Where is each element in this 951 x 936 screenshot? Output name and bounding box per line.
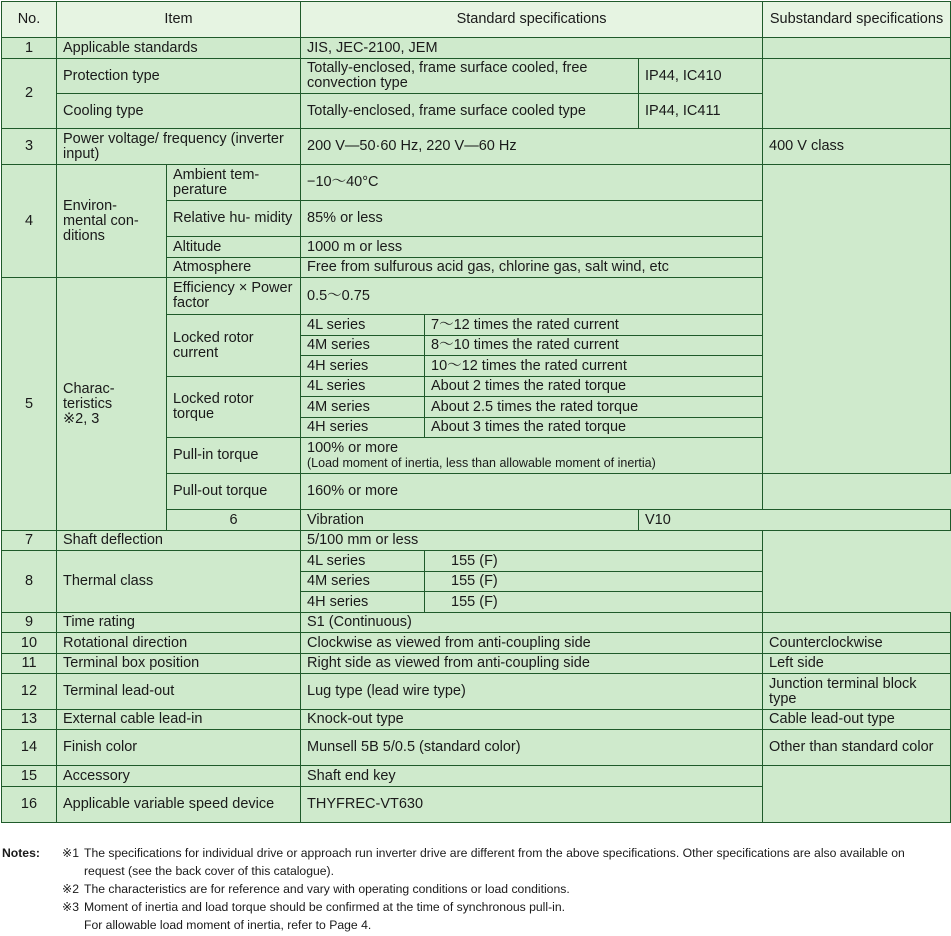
row-number: 1 (2, 38, 57, 59)
item-name: Terminal lead-out (57, 674, 301, 710)
standard-value (301, 438, 763, 474)
note-item (2, 844, 948, 880)
note-text: For allowable load moment of inertia, refer to Page 4. (84, 918, 372, 932)
table-row (2, 551, 951, 572)
standard-value: −10～40°C (301, 165, 763, 201)
standard-value: 200 V—50·60 Hz, 220 V—60 Hz (301, 129, 763, 165)
table-row (2, 710, 951, 730)
table-row (2, 674, 951, 710)
row-number: 11 (2, 654, 57, 674)
sub-item-name: Locked rotor current (167, 315, 301, 377)
substandard-value: Left side (763, 654, 951, 674)
item-name: Applicable standards (57, 38, 301, 59)
standard-value: Shaft end key (301, 766, 763, 787)
standard-value: Free from sulfurous acid gas, chlorine gas, salt wind, etc (301, 258, 763, 278)
table-row (2, 730, 951, 766)
sub-item-name: Ambient tem- perature (167, 165, 301, 201)
item-name: Power voltage/ frequency (inverter input) (57, 129, 301, 165)
row-number: 2 (2, 59, 57, 129)
standard-value: 0.5～0.75 (301, 278, 763, 315)
substandard-value: Other than standard color (763, 730, 951, 766)
item-name: Cooling type (57, 94, 301, 129)
substandard-value: Junction terminal block type (763, 674, 951, 710)
standard-value: THYFREC-VT630 (301, 787, 763, 823)
standard-value: Knock-out type (301, 710, 763, 730)
row-number: 13 (2, 710, 57, 730)
sub-item-name: Altitude (167, 237, 301, 258)
standard-value: 1000 m or less (301, 237, 763, 258)
sub-item-name: Locked rotor torque (167, 377, 301, 438)
pull-in-value: 100% or more (307, 439, 399, 456)
sub-item-name: Pull-out torque (167, 474, 301, 510)
note-item (2, 880, 948, 898)
series-name: 4M series (301, 397, 425, 418)
header-no: No. (2, 2, 57, 38)
series-name: 4L series (301, 377, 425, 397)
note-item (2, 898, 948, 916)
standard-value: Munsell 5B 5/0.5 (standard color) (301, 730, 763, 766)
item-name: Applicable variable speed device (57, 787, 301, 823)
header-row (2, 2, 951, 38)
substandard-value: 400 V class (763, 129, 951, 165)
substandard-value: Counterclockwise (763, 633, 951, 654)
standard-value: Clockwise as viewed from anti-coupling side (301, 633, 763, 654)
item-name: Shaft deflection (57, 531, 301, 551)
note-text: Moment of inertia and load torque should be confirmed at the time of synchronous pull-in. (84, 900, 566, 914)
row-number: 4 (2, 165, 57, 278)
table-row (2, 654, 951, 674)
item-name: Protection type (57, 59, 301, 94)
series-value: 155 (F) (425, 551, 763, 572)
row-number: 10 (2, 633, 57, 654)
row-number: 3 (2, 129, 57, 165)
item-name: Thermal class (57, 551, 301, 613)
standard-value: 160% or more (301, 474, 763, 510)
series-value: 7～12 times the rated current (425, 315, 763, 336)
table-row (2, 165, 951, 201)
series-value: 155 (F) (425, 572, 763, 592)
header-standard: Standard specifications (301, 2, 763, 38)
series-name: 4H series (301, 356, 425, 377)
row-number: 14 (2, 730, 57, 766)
series-name: 4H series (301, 592, 425, 613)
standard-value: S1 (Continuous) (301, 613, 763, 633)
note-mark: ※1 (62, 846, 79, 860)
series-value: 10～12 times the rated current (425, 356, 763, 377)
table-row (2, 59, 951, 94)
substandard-value: Cable lead-out type (763, 710, 951, 730)
note-item (2, 916, 948, 934)
row-number: 9 (2, 613, 57, 633)
row-number: 8 (2, 551, 57, 613)
item-name: Time rating (57, 613, 301, 633)
item-name: Accessory (57, 766, 301, 787)
note-mark: ※2 (62, 882, 79, 896)
sub-item-name: Relative hu- midity (167, 201, 301, 237)
substandard-value (763, 613, 951, 633)
series-value: 155 (F) (425, 592, 763, 613)
row-number: 6 (167, 510, 301, 531)
table-row (2, 633, 951, 654)
substandard-value (763, 165, 951, 474)
protection-code: IP44, IC410 (639, 59, 763, 94)
item-name: External cable lead-in (57, 710, 301, 730)
table-row (2, 613, 951, 633)
standard-value: 85% or less (301, 201, 763, 237)
series-value: 8～10 times the rated current (425, 336, 763, 356)
table-row (2, 766, 951, 787)
sub-item-name: Efficiency × Power factor (167, 278, 301, 315)
substandard-value (763, 766, 951, 823)
series-value: About 2.5 times the rated torque (425, 397, 763, 418)
table-row (2, 531, 951, 551)
pull-in-note: (Load moment of inertia, less than allowable moment of inertia) (307, 455, 656, 470)
series-name: 4M series (301, 572, 425, 592)
row-number: 5 (2, 278, 57, 531)
item-name: Rotational direction (57, 633, 301, 654)
substandard-value (763, 59, 951, 129)
item-name: Vibration (301, 510, 639, 531)
header-substandard: Substandard specifications (763, 2, 951, 38)
item-name (57, 278, 167, 531)
sub-item-name: Pull-in torque (167, 438, 301, 474)
notes-section (2, 844, 948, 934)
notes-label: Notes: (2, 846, 40, 860)
series-name: 4L series (301, 315, 425, 336)
row-number: 12 (2, 674, 57, 710)
series-name: 4H series (301, 418, 425, 438)
series-value: About 3 times the rated torque (425, 418, 763, 438)
note-mark: ※3 (62, 900, 79, 914)
item-name-text: Charac- teristics (63, 380, 115, 412)
specifications-table (1, 1, 951, 823)
row-number: 7 (2, 531, 57, 551)
table-row (2, 129, 951, 165)
standard-value: JIS, JEC-2100, JEM (301, 38, 763, 59)
row-number: 16 (2, 787, 57, 823)
standard-value: Lug type (lead wire type) (301, 674, 763, 710)
series-value: About 2 times the rated torque (425, 377, 763, 397)
series-name: 4L series (301, 551, 425, 572)
standard-value: Right side as viewed from anti-coupling side (301, 654, 763, 674)
sub-item-name: Atmosphere (167, 258, 301, 278)
substandard-value (763, 38, 951, 59)
item-name: Environ- mental con- ditions (57, 165, 167, 278)
standard-value: 5/100 mm or less (301, 531, 763, 551)
cooling-code: IP44, IC411 (639, 94, 763, 129)
series-name: 4M series (301, 336, 425, 356)
note-text: The characteristics are for reference and vary with operating conditions or load conditions. (84, 882, 570, 896)
item-name-note: ※2, 3 (63, 410, 100, 427)
row-number: 15 (2, 766, 57, 787)
standard-value: Totally-enclosed, frame surface cooled, free convection type (301, 59, 639, 94)
standard-value: V10 (639, 510, 951, 531)
standard-value: Totally-enclosed, frame surface cooled type (301, 94, 639, 129)
table-row (2, 38, 951, 59)
item-name: Terminal box position (57, 654, 301, 674)
note-text: The specifications for individual drive or approach run inverter drive are different from the above specifications. Other specifications are also available on request (see the back cover of this catalogue). (84, 846, 905, 878)
header-item: Item (57, 2, 301, 38)
item-name: Finish color (57, 730, 301, 766)
